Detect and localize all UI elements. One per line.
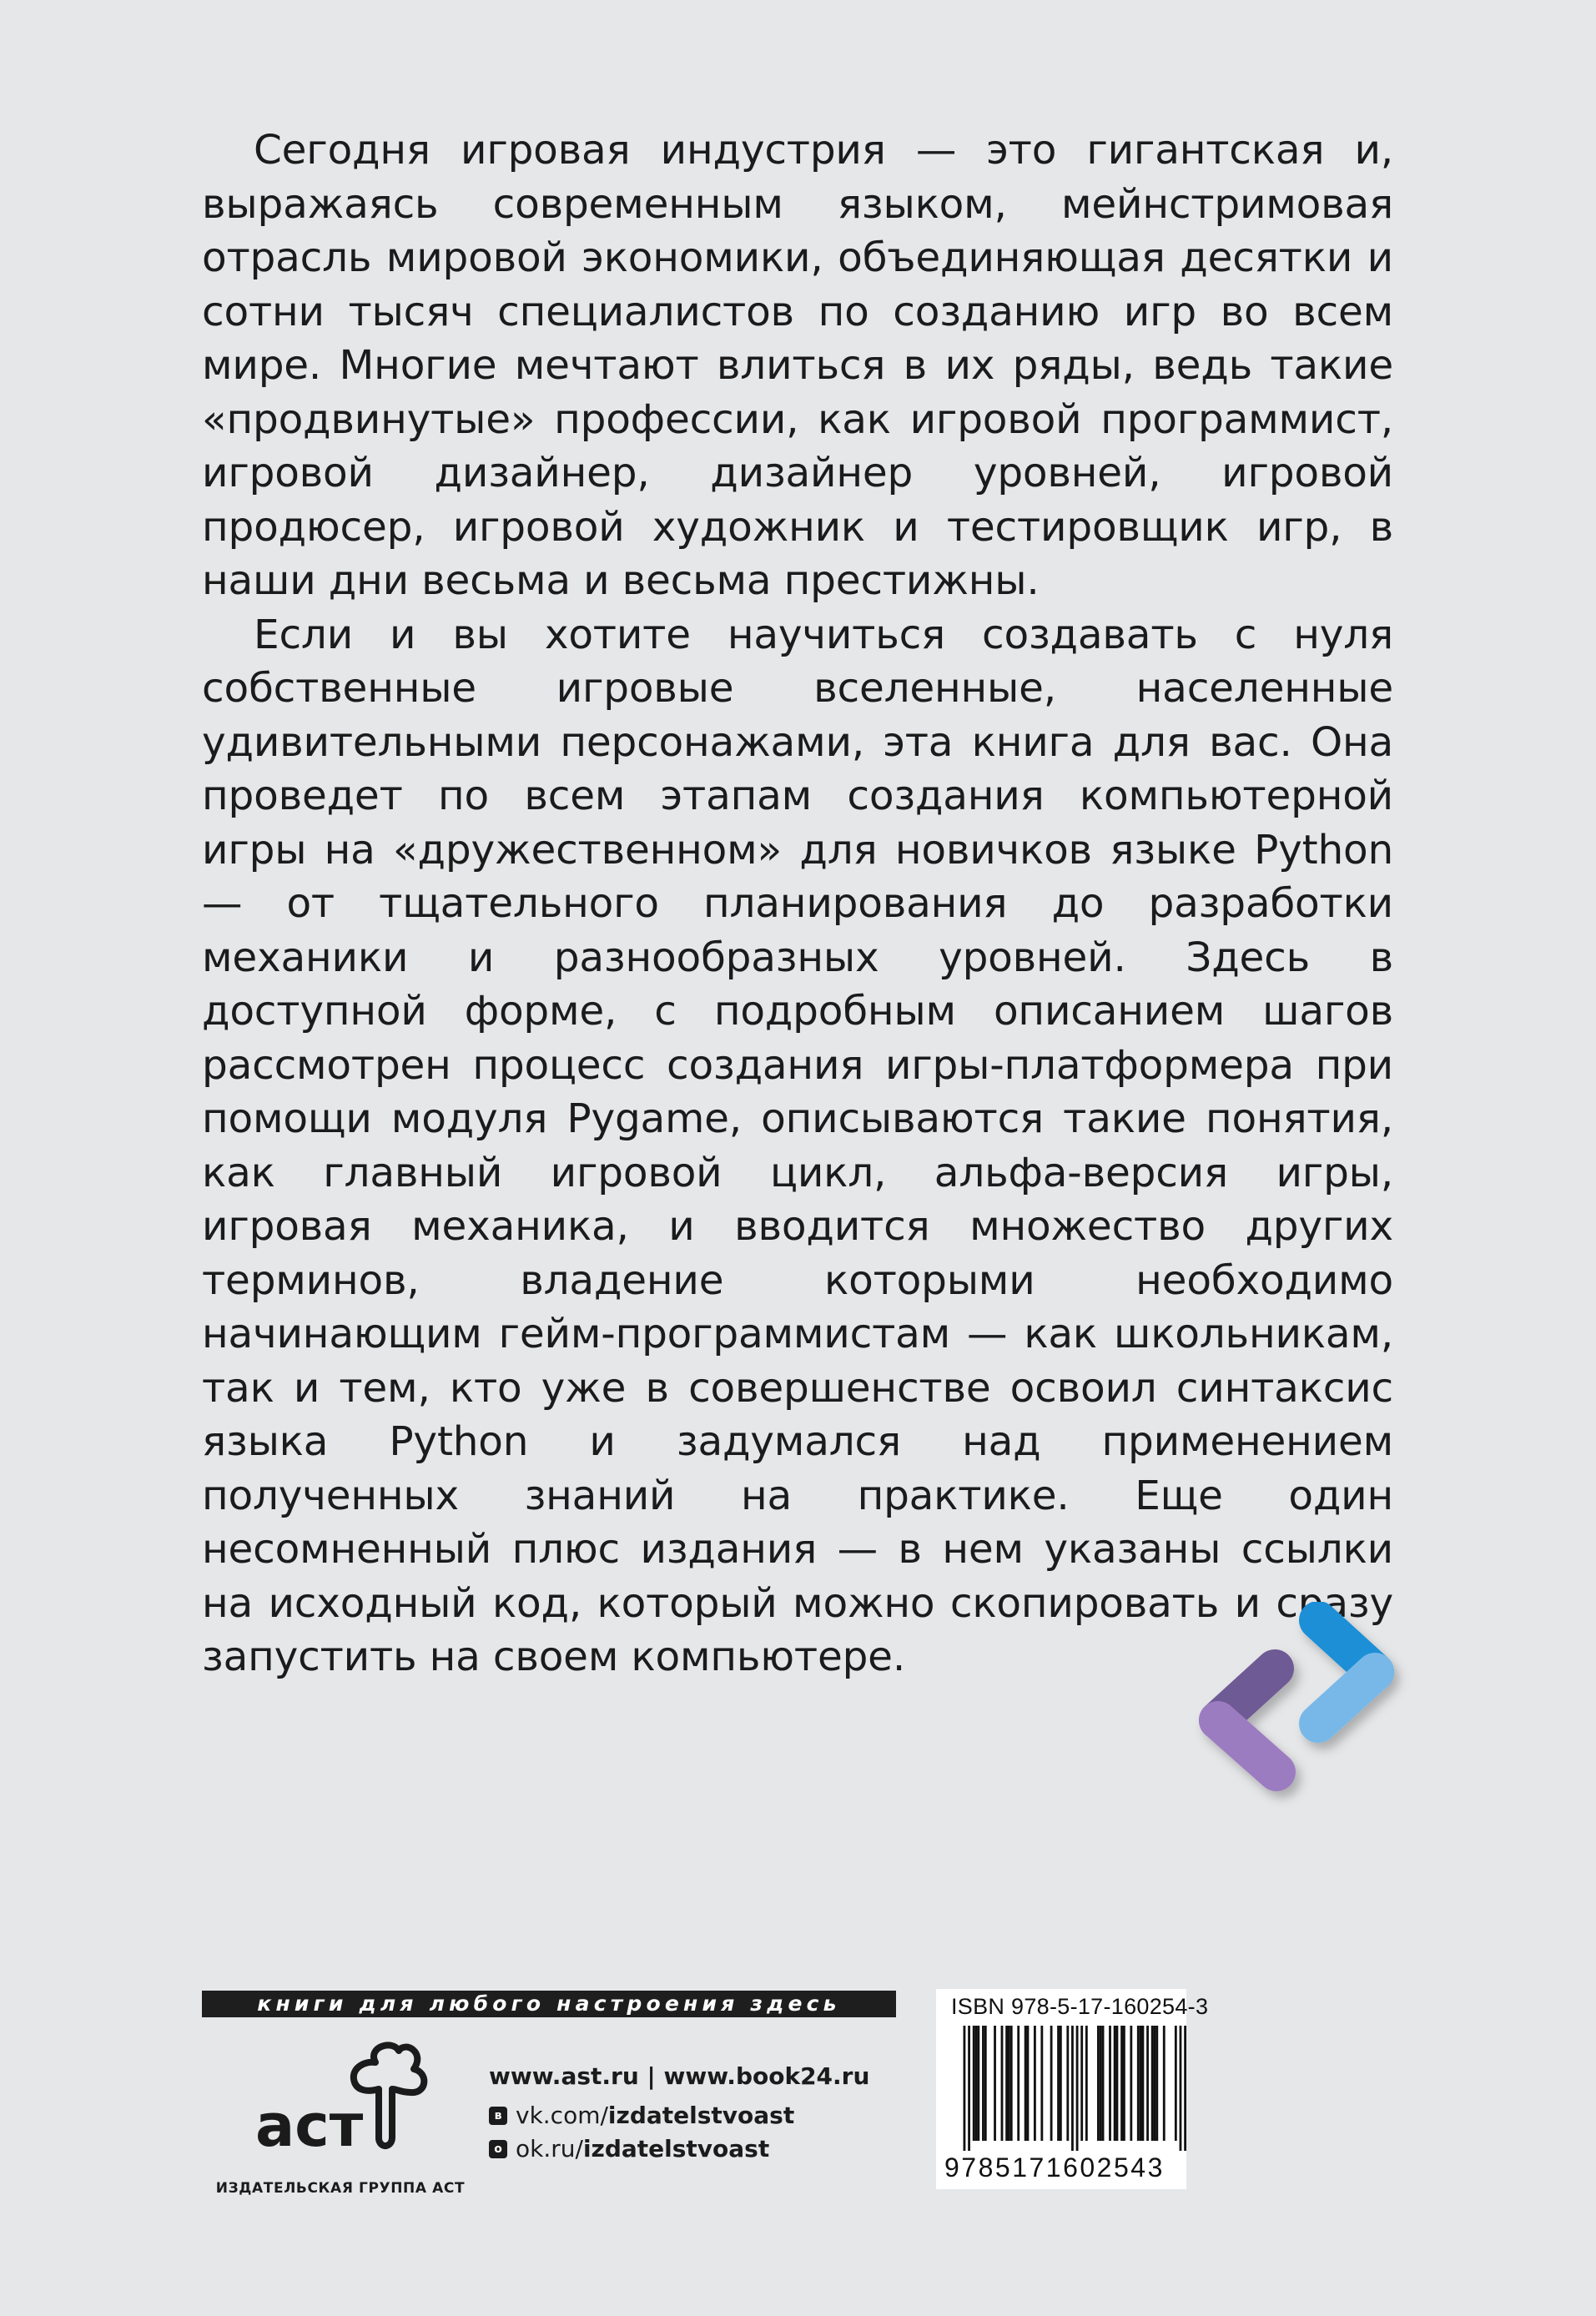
barcode-bar [984,2026,987,2141]
barcode-bar [1180,2026,1182,2151]
barcode-bar [1146,2026,1149,2141]
ok-link[interactable] [489,2132,869,2166]
annotation-text [202,123,1393,1684]
barcode-bar [1097,2026,1100,2141]
barcode-bar [1151,2026,1154,2141]
barcode-bar [1140,2026,1142,2141]
barcode-bar [1123,2026,1125,2141]
sites-link[interactable]: www.ast.ru | www.book24.ru [489,2062,870,2090]
barcode-bar [1076,2026,1079,2151]
barcode-bar [1060,2026,1062,2141]
barcode-bar [1040,2026,1043,2141]
ast-logo-letters: аст [255,2092,364,2160]
vk-handle: izdatelstvoast [607,2102,795,2129]
barcode-bar [1137,2026,1140,2141]
barcode-bar [1001,2026,1004,2141]
barcode-bar [1057,2026,1060,2141]
barcode-bar [1163,2026,1166,2141]
slogan-bar: книги для любого настроения здесь [202,1991,896,2017]
barcode-bar [1017,2026,1020,2141]
barcode-bar [964,2026,966,2151]
barcode-bar [1184,2026,1186,2151]
ok-handle: izdatelstvoast [582,2135,770,2162]
ast-logo-icon [250,2039,434,2164]
annotation-paragraph: Если и вы хотите научиться создавать с нуля собственные игровые вселенные, населенные удивительными персонажами, эта книга для вас. Она проведет по всем этапам создания компьютерной игры на «дружественном» для новичков языке Python — от тщательного планирования до разработки механики и разнообразных уровней. Здесь в доступной форме, с подробным описанием шагов рассмотрен процесс создания игры-платформера при помощи модуля Pygame, описываются такие понятия, как главный игровой цикл, альфа-версия игры, игровая механика, и вводится множество других терминов, владение которыми необходимо начинающим гейм-программистам — как школьникам, так и тем, кто уже в совершенстве освоил синтаксис языка Python и задумался над применением полученных знаний на практике. Еще один несомненный плюс издания — в нем указаны ссылки на исходный код, который можно скопировать и сразу запустить на своем компьютере. [202,611,1393,1680]
vk-link[interactable] [489,2099,869,2132]
barcode-bar [1130,2026,1132,2141]
vk-prefix: vk.com/ [516,2102,608,2129]
barcode-bar [1027,2026,1030,2141]
barcode-bar [1155,2026,1158,2141]
barcode-bar [975,2026,978,2141]
isbn-label: ISBN 978-5-17-160254-3 [951,1994,1209,2019]
barcode-bar [1142,2026,1145,2141]
barcode-bar [1175,2026,1177,2141]
barcode-bar [982,2026,984,2141]
annotation-paragraph: Сегодня игровая индустрия — это гигантская и, выражаясь современным языком, мейнстримовая отрасль мировой экономики, объединяющая десятки и сотни тысяч специалистов по созданию игр во всем мире. Многие мечтают влиться в их ряды, ведь такие «продвинутые» профессии, как игровой программист, игровой дизайнер, дизайнер уровней, игровой продюсер, игровой художник и тестировщик игр, в наши дни весьма и весьма престижны. [202,127,1393,604]
barcode-bar [1050,2026,1053,2141]
barcode-bar [1071,2026,1074,2151]
barcode-bar [1005,2026,1008,2141]
barcode-icon [944,2026,1186,2151]
barcode-bar [1034,2026,1036,2141]
barcode-bar [1154,2026,1156,2141]
barcode-bar [968,2026,970,2151]
ok-icon: о [489,2140,507,2158]
barcode-bar [1120,2026,1123,2141]
barcode-bar [1102,2026,1105,2141]
barcode-bar [1066,2026,1069,2141]
barcode-bar [1085,2026,1088,2141]
barcode-bar [994,2026,996,2141]
barcode-bar [973,2026,975,2141]
barcode-bar [1109,2026,1111,2141]
publisher-caption: ИЗДАТЕЛЬСКАЯ ГРУППА АСТ [215,2180,466,2197]
barcode-bar [977,2026,979,2141]
barcode-bar [1008,2026,1010,2141]
barcode-bar [1100,2026,1102,2141]
barcode-bar [1114,2026,1116,2141]
barcode-digits: 9785171602543 [944,2152,1165,2183]
barcode-bar [1080,2026,1083,2141]
barcode-bar [1116,2026,1119,2141]
publisher-links [489,2054,869,2166]
barcode-bar [1025,2026,1027,2141]
vk-icon: в [489,2107,507,2125]
ok-prefix: ok.ru/ [516,2135,583,2162]
barcode-bar [1010,2026,1013,2141]
code-brackets-logo-icon [1185,1602,1435,1819]
